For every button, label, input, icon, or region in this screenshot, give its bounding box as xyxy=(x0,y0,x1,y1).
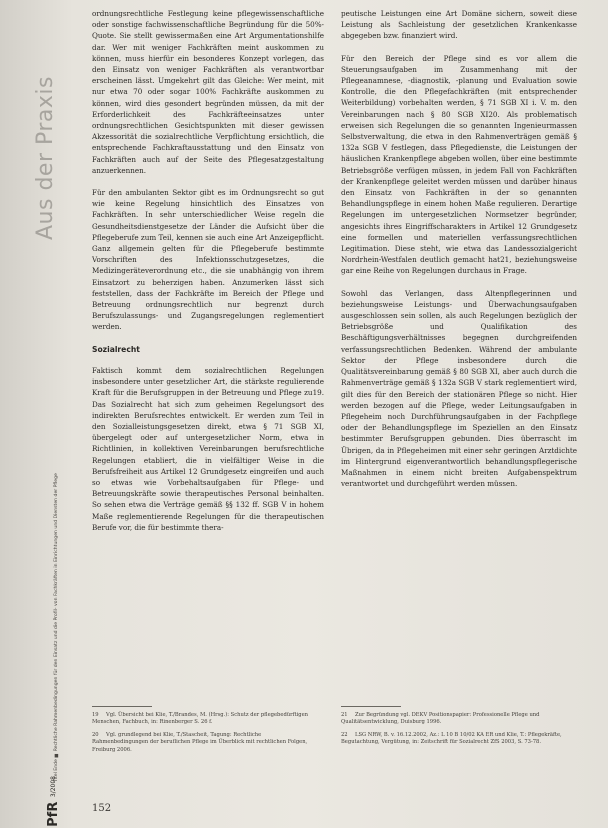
footnote xyxy=(92,732,317,754)
right-column xyxy=(341,8,577,500)
footnote-number: 19 xyxy=(92,712,99,718)
section-title: Aus der Praxis xyxy=(33,76,58,240)
footnote-number: 21 xyxy=(341,712,348,718)
logo-text: PfR xyxy=(46,801,61,827)
footnote-number: 22 xyxy=(341,732,348,738)
footnote-text: Vgl. Übersicht bei Klie, T./Brandes, M. (Hrsg.): Schutz der pflegebedürftigen Menschen, Fachbuch, in: Rinenberger S. 26 f. xyxy=(92,712,308,726)
footnote xyxy=(341,732,566,747)
footnote-divider xyxy=(341,706,401,707)
page-number: 152 xyxy=(92,803,112,814)
paragraph: peutische Leistungen eine Art Domäne sichern, soweit diese Leistung als Sachleistung der gesetzlichen Krankenkasse abgegeben bzw. finanziert wird. xyxy=(341,9,577,41)
journal-logo xyxy=(46,776,61,827)
footnote-divider xyxy=(92,706,152,707)
footnote xyxy=(341,712,566,727)
left-column xyxy=(92,8,324,544)
footnote xyxy=(92,712,317,727)
footnote-number: 20 xyxy=(92,732,99,738)
paragraph: Sowohl das Verlangen, dass Altenpflegerinnen und beziehungsweise Leistungs- und Überwachungsaufgaben ausgeschlossen sein sollen, als auch Regelungen bezüglich der Betriebsgröße und Qualifikation des Beschäftigungsverhältnisses begegnen durchgreifenden verfassungsrechtlichen Bedenken. Während der ambulante Sektor der Pflege insbesondere durch die Qualitätsvereinbarung gemäß § 80 SGB XI, aber auch durch die Rahmenverträge gemäß § 132a SGB V stark reglementiert wird, gilt dies für den Bereich der stationären Pflege so nicht. Hier werden bezogen auf die Pflege, weder Leitungsaufgaben in Pflegeheim noch Durchführungsaufgaben in der Fachpflege oder der Behandlungspflege im Speziellen an den Einsatz bestimmter Berufsgruppen gebunden. Dies überrascht im Übrigen, da in Pflegeheimen mit einer sehr geringen Arztdichte im Hintergrund eigenverantwortlich behandlungspflegerische Maßnahmen in einem nicht breiten Aufgabenspektrum verantwortet und durchgeführt werden müssen. xyxy=(341,288,577,489)
section-heading: Sozialrecht xyxy=(92,344,140,354)
paragraph: Für den Bereich der Pflege sind es vor allem die Steuerungsaufgaben im Zusammenhang mit der Pflegeanamnese, -diagnostik, -planung und Evaluation sowie Kontrolle, die den Pflegefachkräften (mit entsprechender Weiterbildung) vorbehalten werden, § 71 SGB XI i. V. m. den Vereinbarungen nach § 80 SGB XI20. Als problematisch erweisen sich Regelungen die so genannten Ingenieurmassen Selbstverwaltung, die etwa in den Rahmenverträgen gemäß § 132a SGB V festlegen, dass Pflegedienste, die Leistungen der häuslichen Krankenpflege abgeben wollen, über eine bestimmte Betriebsgröße verfügen müssen, in jedem Fall von Fachkräften der Krankenpflege geleitet werden müssen und darüber hinaus den Einsatz von Fachkräften in der so genannten Behandlungspflege in einem hohen Maße regulieren. Derartige Regelungen im untergesetzlichen Normsetzer begründer, angesichts ihres Eingriffscharakters in Artikel 12 Grundgesetz eine formellen und materiellen verfassungsrechtlichen Legitimation. Diese steht, wie etwa das Landessozialgericht Nordrhein-Westfalen deutlich gemacht hat21, beziehungsweise gar eine Reihe von Regelungen durchaus in Frage. xyxy=(341,53,577,276)
footnote-text: Vgl. grundlegend bei Klie, T./Stascheit, Tagung: Rechtliche Rahmenbedingungen der beruflichen Pflege im Überblick mit rechtlichen Folgen, Freiburg 2006. xyxy=(92,732,308,753)
running-head: Titel Ende ■ Rechtliche Rahmenbedingungen für den Einsatz und die Profil- von Fachkräften in Einrichtungen und Diensten der Pflege xyxy=(54,473,59,782)
paragraph: Faktisch kommt dem sozialrechtlichen Regelungen insbesondere unter gesetzlicher Art, die stärkste regulierende Kraft für die Berufsgruppen in der Betreuung und Pflege zu19. Das Sozialrecht hat sich zum geheimen Regelungsort des indirekten Berufsrechtes entwickelt. Er werden zum Teil in den Sozialleistungsgesetzen direkt, etwa § 71 SGB XI, übergelegt oder auf untergesetzlicher Norm, etwa in Richtlinien, in kollektiven Vereinbarungen berufsrechtliche Regelungen etabliert, die in vielfältiger Weise in die Berufsfreiheit aus Artikel 12 Grundgesetz eingreifen und auch so etwas wie Vorbehaltsaufgaben für Pflege- und Betreuungskräfte sowie therapeutisches Personal beinhalten. So sehen etwa die Verträge gemäß §§ 132 ff. SGB V in hohem Maße reglementierende Regelungen für die therapeutischen Berufe vor, die für bestimmte thera- xyxy=(92,365,324,532)
issue-number: 3/2008 xyxy=(50,776,57,798)
footnote-text: Zur Begründung vgl. DEKV Positionspapier: Professionelle Pflege und Qualitätsentwicklung, Duisburg 1996. xyxy=(341,712,540,726)
paragraph: Für den ambulanten Sektor gibt es im Ordnungsrecht so gut wie keine Regelung hinsichtlich des Einsatzes von Fachkräften. In sehr unterschiedlicher Weise regeln die Gesundheitsdienstgesetze der Länder die Aufsicht über die Pflegeberufe zum Teil, kennen sie auch eine Art Anzeigepflicht. Ganz allgemein gelten für die Pflegeberufe bestimmte Vorschriften des Infektionsschutzgesetzes, die Medizingeräteverordnung etc., die sie unabhängig von ihrem Einsatzort zu beherzigen haben. Anzumerken lässt sich feststellen, dass der Fachkräfte im Bereich der Pflege und Betreuung ordnungsrechtlich nur begrenzt durch Berufszulassungs- und Zugangsregelungen reglementiert werden. xyxy=(92,188,324,332)
paragraph: ordnungsrechtliche Festlegung keine pflegewissenschaftliche oder sonstige fachwissenschaftliche Begründung für die 50%-Quote. Sie stellt gewissermaßen eine Art Argumentationshilfe dar. Wer mit weniger Fachkräften meint auskommen zu können, muss hierfür ein besonderes Konzept vorlegen, das den Einsatz von weniger Fachkräften als verantwortbar erscheinen lässt. Umgekehrt gilt das Gleiche: Wer meint, mit nur etwa 70 oder sogar 100% Fachkräfte auskommen zu können, wird dies gesondert begründen müssen, da mit der Erforderlichkeit des Fachkräfteeinsatzes unter ordnungsrechtlichen Gesichtspunkten mit dieser gewissen Akzessorität die sozialrechtliche Verpflichtung ersichtlich, die entsprechende Fachkraftausstattung und den Einsatz von Fachkräften auch auf der Seite des Pflegesatzgestaltung anzuerkennen. xyxy=(92,9,324,175)
footnote-text: LSG NRW, B. v. 16.12.2002, Az.: L 10 B 10/02 KA ER und Klie, T.: Pflegekräfte, Begutachtung, Vergütung, in: Zeitschrift für Sozialrecht ZfS 2003, S. 73-78. xyxy=(341,732,562,746)
